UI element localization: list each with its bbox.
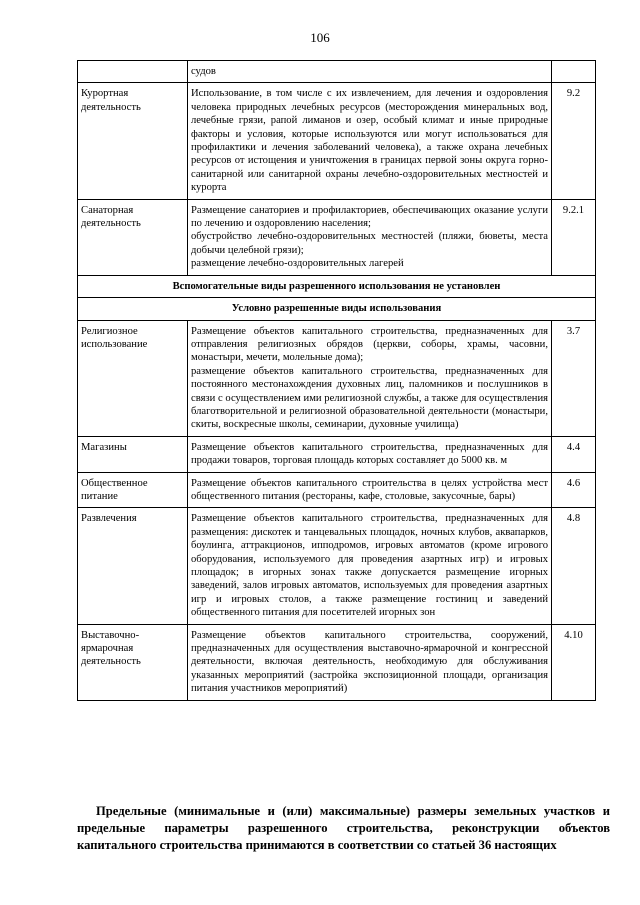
table-row [78, 83, 596, 199]
use-type-description [188, 83, 552, 199]
use-type-name: Магазины [78, 436, 188, 472]
table-row [78, 199, 596, 275]
table-row [78, 624, 596, 700]
continuation-description: судов [188, 61, 552, 83]
use-type-name: Религиозное использование [78, 320, 188, 436]
use-type-name: Санаторная деятельность [78, 199, 188, 275]
description-paragraph: Размещение объектов капитального строительства, сооружений, предназначенных для осуществления выставочно-ярмарочной и конгрессной деятельности, включая деятельность, необходимую для обслуживания указанных мероприятий (застройка экспозиционной площади, организация питания участников мероприятий) [191, 629, 548, 695]
continuation-name-cell [78, 61, 188, 83]
use-type-code: 4.6 [552, 472, 596, 508]
table-row [78, 436, 596, 472]
use-type-description [188, 624, 552, 700]
use-type-description [188, 508, 552, 624]
final-paragraph: Предельные (минимальные и (или) максимальные) размеры земельных участков и предельные параметры разрешенного строительства, реконструкции объектов капитального строительства принимаются в соответствии со статьей 36 настоящих [77, 804, 610, 852]
description-paragraph: обустройство лечебно-оздоровительных местностей (пляжи, бюветы, места добычи целебной грязи); [191, 231, 548, 256]
use-type-code: 4.10 [552, 624, 596, 700]
use-type-code: 4.4 [552, 436, 596, 472]
table-row [78, 508, 596, 624]
description-paragraph: Размещение объектов капитального строительства, предназначенных для отправления религиозных обрядов (церкви, соборы, храмы, часовни, монастыри, мечети, молельные дома); [191, 325, 548, 364]
section-row-auxiliary [78, 275, 596, 297]
continuation-row [78, 61, 596, 83]
use-type-code: 3.7 [552, 320, 596, 436]
use-type-name: Развлечения [78, 508, 188, 624]
description-paragraph: размещение объектов капитального строительства, предназначенных для постоянного местонахождения духовных лиц, паломников и послушников в связи с осуществлением ими религиозной службы, а также для осуществления благотворительной и религиозной образовательной деятельности (монастыри, скиты, воскресные школы, семинарии, духовные училища) [191, 365, 548, 431]
page-number: 106 [310, 30, 330, 45]
section-heading-auxiliary: Вспомогательные виды разрешенного использования не установлен [78, 275, 596, 297]
description-paragraph: размещение лечебно-оздоровительных лагерей [191, 258, 404, 270]
table-row [78, 320, 596, 436]
use-type-name: Общественное питание [78, 472, 188, 508]
land-use-table [77, 60, 596, 701]
description-paragraph: Размещение объектов капитального строительства в целях устройства мест общественного питания (рестораны, кафе, столовые, закусочные, бары) [191, 477, 548, 502]
use-type-description [188, 320, 552, 436]
use-type-description [188, 472, 552, 508]
use-type-code: 9.2.1 [552, 199, 596, 275]
description-paragraph: Размещение санаториев и профилакториев, обеспечивающих оказание услуги по лечению и оздоровлению населения; [191, 204, 548, 230]
use-type-description [188, 436, 552, 472]
use-type-name: Выставочно-ярмарочная деятельность [78, 624, 188, 700]
section-row-conditional [78, 298, 596, 320]
description-paragraph: Размещение объектов капитального строительства, предназначенных для размещения: дискотек и танцевальных площадок, ночных клубов, аквапарков, боулинга, аттракционов, ипподромов, игровых автоматов (кроме игрового оборудования, используемого для проведения азартных игр) и игровых площадок; в игорных зонах также допускается размещение игорных заведений, залов игровых автоматов, используемых для проведения азартных игр и игровых столов, а также размещение гостиниц и заведений общественного питания для посетителей игорных зон [191, 513, 548, 619]
use-type-code: 9.2 [552, 83, 596, 199]
use-type-description [188, 199, 552, 275]
use-type-name: Курортная деятельность [78, 83, 188, 199]
continuation-code-cell [552, 61, 596, 83]
description-paragraph: Размещение объектов капитального строительства, предназначенных для продажи товаров, торговая площадь которых составляет до 5000 кв. м [191, 441, 548, 467]
use-type-code: 4.8 [552, 508, 596, 624]
table-row [78, 472, 596, 508]
section-heading-conditional: Условно разрешенные виды использования [78, 298, 596, 320]
description-paragraph: Использование, в том числе с их извлечением, для лечения и оздоровления человека природных лечебных ресурсов (месторождения минеральных вод, лечебные грязи, рапой лиманов и озер, особый климат и иные природные факторы и условия, которые используются или могут использоваться для профилактики и лечения заболеваний человека), а также охрана лечебных ресурсов от истощения и уничтожения в границах первой зоны округа горно-санитарной или санитарной охраны лечебно-оздоровительных местностей и курорта [191, 88, 548, 194]
